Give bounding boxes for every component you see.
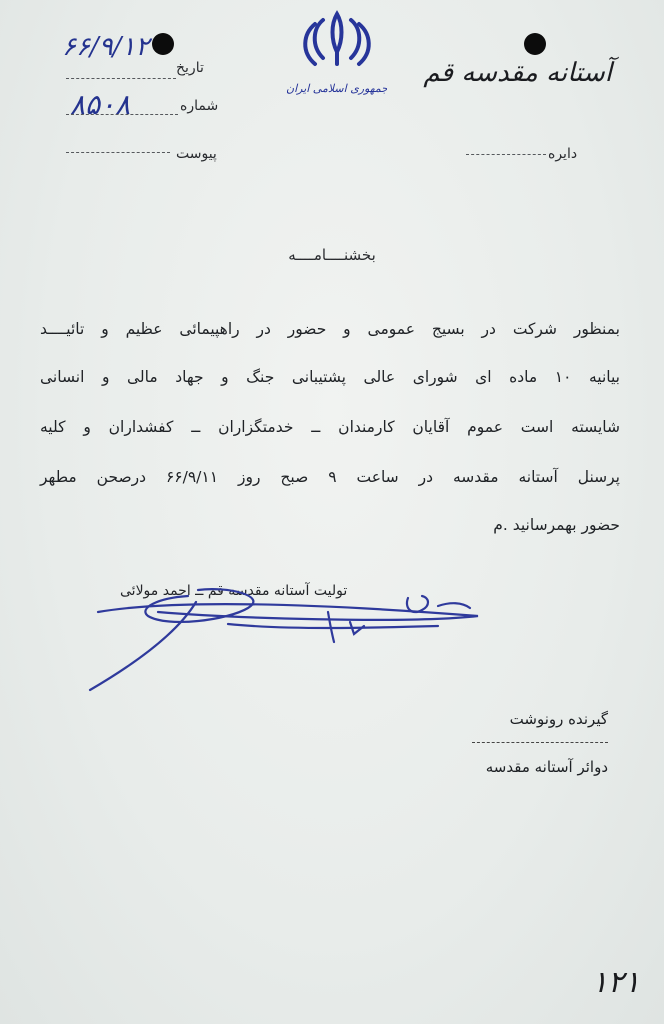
cc-recipient: دوائر آستانه مقدسه [485,758,608,776]
date-line [66,78,176,79]
emblem-caption: جمهوری اسلامی ایران [287,82,387,95]
attachment-line [66,152,170,153]
body-line: شایسته است عموم آقایان کارمندان ــ خدمتگزاران ــ کفشداران و کلیه [40,418,620,436]
document-title: بخشنــــامــــه [288,246,376,264]
handwritten-date: ۶۶/۹/۱۲ [62,32,150,62]
handwritten-number: ۸۵۰۸ [70,88,131,121]
body-line: پرسنل آستانه مقدسه در ساعت ۹ صبح روز ۶۶/۹/۱۱ درصحن مطهر [40,468,620,486]
date-label: تاریخ [176,60,204,76]
body-line: حضور بهمرسانید .م [493,516,620,534]
punch-hole-left [152,33,174,55]
body-line: بیانیه ۱۰ ماده ای شورای عالی پشتیبانی جنگ و جهاد مالی و انسانی [40,368,620,386]
cc-heading: گیرنده رونوشت [509,710,608,728]
iran-emblem-icon [287,6,387,106]
institution-name: آستانه مقدسه قم [423,58,612,88]
body-line: بمنظور شرکت در بسیج عمومی و حضور در راهپیمائی عظیم و تائیــــد [40,320,620,338]
department-label: دایره [548,146,578,162]
page-number: ۱۲۱ [591,965,640,1000]
punch-hole-right [524,33,546,55]
signatory-text: تولیت آستانه مقدسه قم ــ احمد مولائی [120,583,348,599]
handwritten-signature [78,572,498,702]
department-line [466,154,546,155]
cc-divider [472,742,608,743]
number-label: شماره [180,98,219,114]
attachment-label: پیوست [176,146,217,162]
